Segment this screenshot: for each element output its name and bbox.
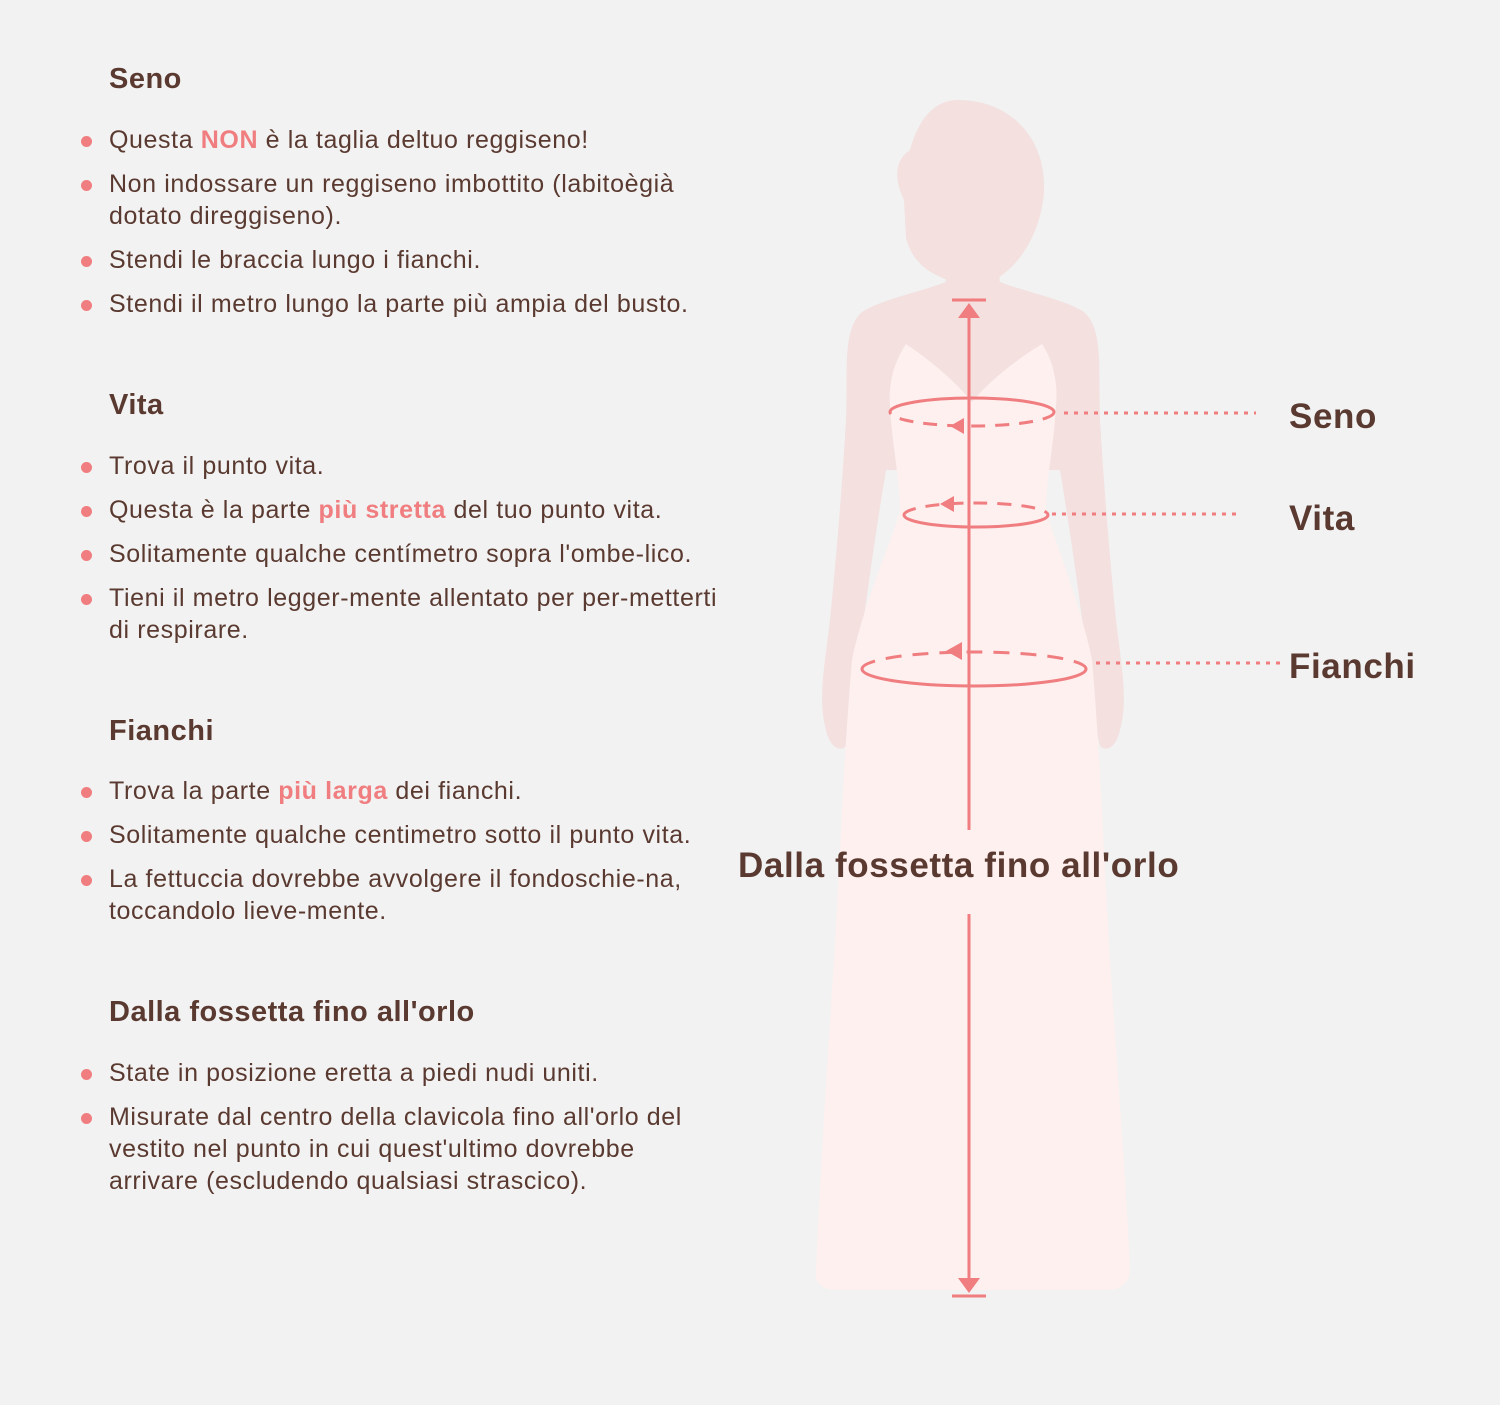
length-label: Dalla fossetta fino all'orlo	[738, 846, 1180, 885]
hips-label: Fianchi	[1289, 647, 1416, 686]
instruction-text: State in posizione eretta a piedi nudi uniti.	[109, 1059, 599, 1088]
instruction-text: Solitamente qualche centimetro sotto il punto vita.	[109, 821, 692, 850]
instruction-text: Questa	[109, 125, 201, 154]
bust-label: Seno	[1289, 397, 1377, 436]
highlighted-text: più stretta	[318, 495, 446, 524]
instruction-text: La fettuccia dovrebbe avvolgere il fondoschie-na, toccandolo lieve-mente.	[109, 865, 682, 926]
section-heading: Dalla fossetta fino all'orlo	[109, 996, 475, 1029]
section-heading: Fianchi	[109, 714, 215, 747]
instruction-text: Stendi le braccia lungo i fianchi.	[109, 245, 481, 274]
highlighted-text: più larga	[278, 777, 388, 806]
instruction-text: Trova il punto vita.	[109, 451, 325, 480]
instruction-text: Trova la parte	[109, 777, 279, 806]
highlighted-text: NON	[200, 125, 259, 154]
instruction-text: Misurate dal centro della clavicola fino all'orlo del vestito nel punto in cui quest'ultimo dovrebbe arrivare (escludendo qualsiasi strascico).	[109, 1103, 682, 1196]
instruction-text: Tieni il metro legger-mente allentato per per-metterti di respirare.	[109, 583, 718, 644]
instruction-text: è la taglia deltuo reggiseno!	[258, 125, 589, 154]
instruction-text: Non indossare un reggiseno imbottito (labitoègià dotato direggiseno).	[109, 169, 675, 230]
instruction-text: Stendi il metro lungo la parte più ampia del busto.	[109, 289, 689, 318]
section-heading: Seno	[109, 63, 182, 95]
waist-label: Vita	[1289, 499, 1355, 538]
instruction-text: del tuo punto vita.	[445, 495, 663, 524]
section-heading: Vita	[109, 388, 164, 421]
instruction-text: Solitamente qualche centímetro sopra l'ombe-lico.	[109, 539, 693, 568]
instruction-text: Questa è la parte	[109, 495, 319, 524]
instruction-text: dei fianchi.	[387, 777, 523, 806]
